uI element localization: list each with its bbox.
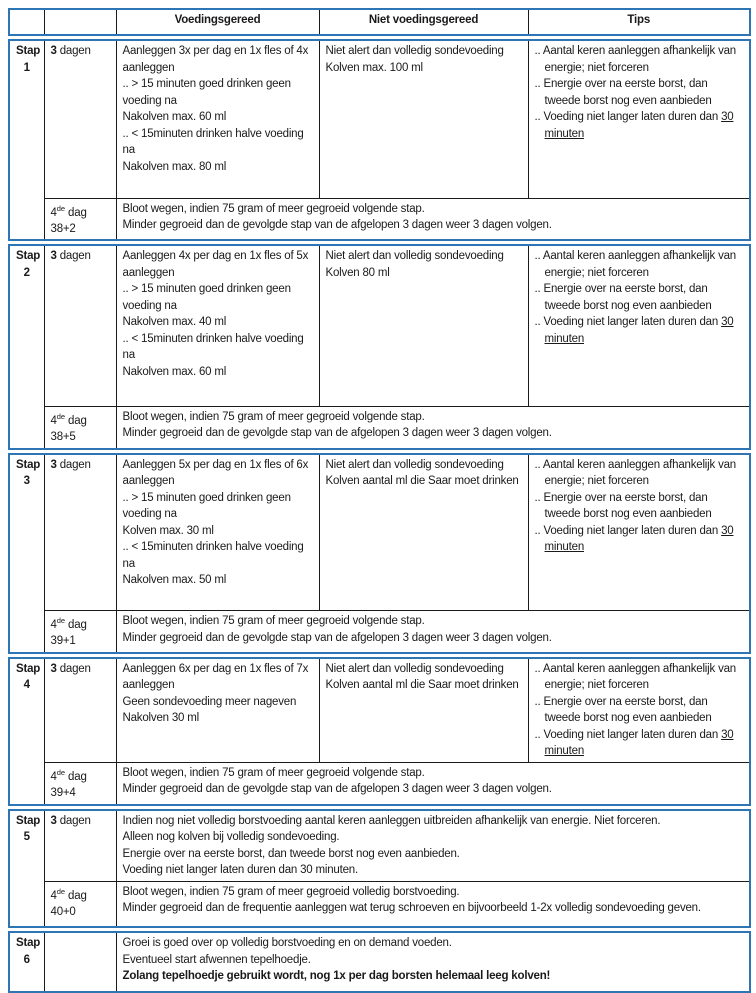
step-1-label-cell <box>9 40 44 240</box>
nvg-line: Niet alert dan volledig sondevoeding <box>325 250 504 263</box>
day4-code: 39+1 <box>50 635 76 648</box>
step-number: 4 <box>23 679 30 692</box>
step-number: 3 <box>23 475 30 488</box>
header-empty-step-cell <box>9 9 44 35</box>
step-6-table <box>8 931 751 993</box>
tip-line: .. Aantal keren aanleggen afhankelijk van energie; niet forceren <box>534 250 737 279</box>
header-voedingsgereed: Voedingsgereed <box>116 9 319 35</box>
tip-line: .. Energie over na eerste borst, dan tweede borst nog even aanbieden <box>534 695 712 725</box>
vg-line: .. < 15minuten drinken halve voeding na <box>122 127 304 156</box>
step-6-main-row <box>9 932 750 992</box>
step-5-days-cell <box>44 810 116 882</box>
step-6-content-cell <box>116 932 750 992</box>
step-6-days-cell <box>44 932 116 992</box>
day4-code: 40+0 <box>50 906 76 919</box>
step-2-days-cell <box>44 245 116 406</box>
tip-line <box>535 727 744 760</box>
vg-line: Aanleggen 3x per dag en 1x fles of 4x aanleggen <box>122 45 309 74</box>
tip-line <box>535 314 744 347</box>
tip-underlined-text: 30 minuten <box>544 728 734 758</box>
step-number: 6 <box>23 953 30 966</box>
step-number: 5 <box>23 831 30 844</box>
content-line: Groei is goed over op volledig borstvoeding en on demand voeden. <box>122 937 452 950</box>
step-label: Stap <box>16 45 41 57</box>
step-4-tips-cell <box>528 658 750 763</box>
step-2-niet-voedingsgereed-cell <box>319 245 528 406</box>
step-2-weigh-text-cell <box>116 406 750 448</box>
day4-label: 4de dag <box>50 767 87 783</box>
step-4-days-cell <box>44 658 116 763</box>
vg-line: .. < 15minuten drinken halve voeding na <box>122 332 304 362</box>
step-2-voedingsgereed-cell <box>116 245 319 406</box>
step-3-main-row <box>9 454 750 611</box>
step-3-days-cell <box>44 454 116 611</box>
step-2-label-cell <box>9 245 44 448</box>
weigh-line: Bloot wegen, indien 75 gram of meer gegroeid volgende stap. <box>122 766 425 779</box>
days-number: 3 <box>50 814 57 827</box>
tip-line: .. Energie over na eerste borst, dan tweede borst nog even aanbieden <box>534 78 712 107</box>
step-3-day4-cell <box>44 611 116 653</box>
step-1-niet-voedingsgereed-cell <box>319 40 528 198</box>
tip-underlined-text: 30 minuten <box>544 316 734 345</box>
step-label: Stap <box>16 662 41 675</box>
nvg-line: Niet alert dan volledig sondevoeding <box>325 662 504 675</box>
vg-line: Aanleggen 6x per dag en 1x fles of 7x aanleggen <box>122 662 309 692</box>
content-line: Energie over na eerste borst, dan tweede borst nog even aanbieden. <box>122 847 460 860</box>
day4-code: 38+2 <box>50 222 76 235</box>
step-4-day4-cell <box>44 762 116 804</box>
step-3-table <box>8 453 751 654</box>
vg-line: Nakolven max. 40 ml <box>122 316 227 329</box>
step-2-main-row <box>9 245 750 406</box>
tip-underlined-text: 30 minuten <box>544 524 734 554</box>
nvg-line: Kolven max. 100 ml <box>325 61 423 74</box>
days-word: dagen <box>59 250 91 263</box>
step-2-weigh-row <box>9 406 750 448</box>
header-tips: Tips <box>528 9 750 35</box>
step-3-weigh-row <box>9 611 750 653</box>
step-5-content-cell <box>116 810 750 882</box>
days-word: dagen <box>59 45 91 57</box>
vg-line: .. < 15minuten drinken halve voeding na <box>122 541 304 570</box>
step-label: Stap <box>16 814 41 827</box>
step-1-weigh-text-cell <box>116 198 750 240</box>
days-number: 3 <box>50 458 57 471</box>
day4-label: 4de dag <box>50 616 87 631</box>
step-1-table <box>8 39 751 241</box>
step-3-weigh-text-cell <box>116 611 750 653</box>
step-5-day4-cell <box>44 881 116 927</box>
step-label: Stap <box>16 250 41 263</box>
step-1-voedingsgereed-cell <box>116 40 319 198</box>
weigh-line: Bloot wegen, indien 75 gram of meer gegroeid volgende stap. <box>122 202 425 215</box>
vg-line: Nakolven max. 60 ml <box>122 365 227 378</box>
weigh-line: Minder gegroeid dan de gevolgde stap van de afgelopen 3 dagen weer 3 dagen volgen. <box>122 783 552 796</box>
weigh-line: Bloot wegen, indien 75 gram of meer gegroeid volgende stap. <box>122 410 425 423</box>
vg-line: .. > 15 minuten goed drinken geen voeding na <box>122 283 291 312</box>
content-line: Indien nog niet volledig borstvoeding aantal keren aanleggen uitbreiden afhankelijk van energie. Niet forceren. <box>122 814 661 827</box>
day4-label: 4de dag <box>50 886 87 902</box>
weigh-line: Minder gegroeid dan de gevolgde stap van de afgelopen 3 dagen weer 3 dagen volgen. <box>122 427 552 440</box>
day4-label: 4de dag <box>50 411 87 427</box>
step-4-label-cell <box>9 658 44 805</box>
weigh-line: Minder gegroeid dan de gevolgde stap van de afgelopen 3 dagen weer 3 dagen volgen. <box>122 631 552 644</box>
days-word: dagen <box>59 662 91 675</box>
step-4-niet-voedingsgereed-cell <box>319 658 528 763</box>
day4-code: 38+5 <box>50 431 76 444</box>
step-3-label-cell <box>9 454 44 653</box>
step-5-weigh-text-cell <box>116 881 750 927</box>
days-number: 3 <box>50 662 57 675</box>
nvg-line: Niet alert dan volledig sondevoeding <box>325 45 504 57</box>
vg-line: Nakolven max. 60 ml <box>122 111 227 123</box>
tip-line: .. Aantal keren aanleggen afhankelijk van energie; niet forceren <box>534 45 737 74</box>
step-4-voedingsgereed-cell <box>116 658 319 763</box>
content-line: Voeding niet langer laten duren dan 30 minuten. <box>122 864 358 877</box>
step-5-label-cell <box>9 810 44 928</box>
tip-text: .. Voeding niet langer laten duren dan <box>534 524 719 537</box>
weigh-line: Bloot wegen, indien 75 gram of meer gegroeid volledig borstvoeding. <box>122 885 460 898</box>
step-2-table <box>8 244 751 449</box>
step-1-weigh-row <box>9 198 750 240</box>
step-3-voedingsgereed-cell <box>116 454 319 611</box>
day4-code: 39+4 <box>50 787 76 800</box>
step-6-label-cell <box>9 932 44 992</box>
vg-line: Nakolven 30 ml <box>122 712 199 725</box>
nvg-line: Kolven aantal ml die Saar moet drinken <box>325 475 519 488</box>
content-bold-line: Zolang tepelhoedje gebruikt wordt, nog 1x per dag borsten helemaal leeg kolven! <box>122 970 551 983</box>
step-1-main-row <box>9 40 750 198</box>
step-label: Stap <box>16 458 41 471</box>
content-line: Alleen nog kolven bij volledig sondevoeding. <box>122 831 340 844</box>
header-row <box>9 9 750 35</box>
tip-text: .. Voeding niet langer laten duren dan <box>534 111 719 123</box>
header-table <box>8 8 751 36</box>
tip-line: .. Energie over na eerste borst, dan tweede borst nog even aanbieden <box>534 283 712 312</box>
header-empty-days-cell <box>44 9 116 35</box>
days-word: dagen <box>59 458 91 471</box>
days-number: 3 <box>50 45 57 57</box>
vg-line: Nakolven max. 80 ml <box>122 160 227 173</box>
vg-line: Nakolven max. 50 ml <box>122 574 227 587</box>
tip-line <box>535 109 744 142</box>
day4-label: 4de dag <box>50 203 87 219</box>
step-number: 1 <box>23 61 30 74</box>
vg-line: Kolven max. 30 ml <box>122 524 214 537</box>
vg-line: .. > 15 minuten goed drinken geen voeding na <box>122 491 291 521</box>
step-4-weigh-row <box>9 762 750 804</box>
step-number: 2 <box>23 266 30 279</box>
tip-line <box>535 523 744 556</box>
step-4-main-row <box>9 658 750 763</box>
step-5-main-row <box>9 810 750 882</box>
vg-line: Geen sondevoeding meer nageven <box>122 695 297 708</box>
days-number: 3 <box>50 250 57 263</box>
step-4-weigh-text-cell <box>116 762 750 804</box>
tip-line: .. Aantal keren aanleggen afhankelijk van energie; niet forceren <box>534 458 737 488</box>
nvg-line: Kolven 80 ml <box>325 266 390 279</box>
step-label: Stap <box>16 937 41 950</box>
step-3-tips-cell <box>528 454 750 611</box>
step-1-days-cell <box>44 40 116 198</box>
vg-line: Aanleggen 4x per dag en 1x fles of 5x aanleggen <box>122 250 309 279</box>
step-1-tips-cell <box>528 40 750 198</box>
step-5-table <box>8 809 751 929</box>
nvg-line: Niet alert dan volledig sondevoeding <box>325 458 504 471</box>
tip-text: .. Voeding niet langer laten duren dan <box>534 728 719 741</box>
header-niet-voedingsgereed: Niet voedingsgereed <box>319 9 528 35</box>
tip-line: .. Aantal keren aanleggen afhankelijk van energie; niet forceren <box>534 662 737 692</box>
step-2-day4-cell <box>44 406 116 448</box>
content-line: Eventueel start afwennen tepelhoedje. <box>122 953 311 966</box>
weigh-line: Bloot wegen, indien 75 gram of meer gegroeid volgende stap. <box>122 615 425 628</box>
vg-line: Aanleggen 5x per dag en 1x fles of 6x aanleggen <box>122 458 309 488</box>
tip-underlined-text: 30 minuten <box>544 111 734 140</box>
days-word: dagen <box>59 814 91 827</box>
weigh-line: Minder gegroeid dan de gevolgde stap van de afgelopen 3 dagen weer 3 dagen volgen. <box>122 219 552 231</box>
weigh-line: Minder gegroeid dan de frequentie aanleggen wat terug schroeven en bijvoorbeeld 1-2x volledig sondevoeding geven. <box>122 902 701 915</box>
tip-text: .. Voeding niet langer laten duren dan <box>534 316 719 329</box>
step-5-weigh-row <box>9 881 750 927</box>
vg-line: .. > 15 minuten goed drinken geen voeding na <box>122 78 291 107</box>
step-2-tips-cell <box>528 245 750 406</box>
step-4-table <box>8 657 751 806</box>
tip-line: .. Energie over na eerste borst, dan tweede borst nog even aanbieden <box>534 491 712 521</box>
nvg-line: Kolven aantal ml die Saar moet drinken <box>325 679 519 692</box>
step-1-day4-cell <box>44 198 116 240</box>
step-3-niet-voedingsgereed-cell <box>319 454 528 611</box>
